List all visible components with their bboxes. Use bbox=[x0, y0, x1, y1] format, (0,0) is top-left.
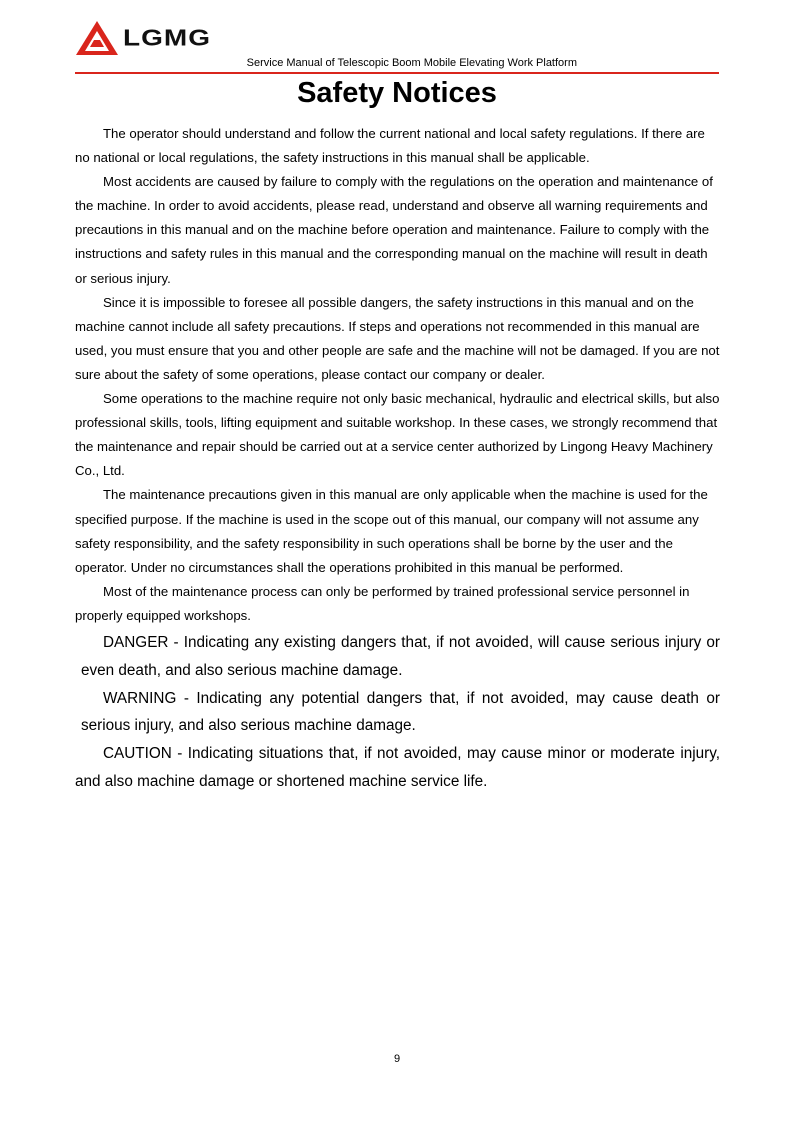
lgmg-logo-icon bbox=[75, 20, 119, 56]
paragraph: The maintenance precautions given in this manual are only applicable when the machine is used for the specified purpose. If the machine is used in the scope out of this manual, our company will not assume any safety responsibility, and the safety responsibility in such operations shall be borne by the user and the operator. Under no circumstances shall the operations prohibited in this manual be performed. bbox=[75, 487, 708, 575]
header-subtitle: Service Manual of Telescopic Boom Mobile Elevating Work Platform bbox=[246, 57, 577, 69]
paragraph: Most of the maintenance process can only be performed by trained professional service personnel in properly equipped workshops. bbox=[75, 583, 690, 623]
danger-notice: DANGER - Indicating any existing dangers that, if not avoided, will cause serious injury or even death, and also serious machine damage. bbox=[81, 633, 720, 679]
page-number: 9 bbox=[393, 1053, 401, 1065]
logo-text: LGMG bbox=[123, 24, 211, 51]
warning-notice: WARNING - Indicating any potential dangers that, if not avoided, may cause death or serious injury, and also serious machine damage. bbox=[81, 689, 720, 735]
paragraph: Since it is impossible to foresee all possible dangers, the safety instructions in this manual and on the machine cannot include all safety precautions. If steps and operations not recommended in this manual are used, you must ensure that you and other people are safe and the machine will not be damaged. If you are not sure about the safety of some operations, please contact our company or dealer. bbox=[75, 294, 720, 382]
notice-definitions bbox=[75, 629, 720, 796]
page-title: Safety Notices bbox=[297, 77, 497, 109]
page-header bbox=[75, 18, 719, 76]
paragraph: The operator should understand and follow the current national and local safety regulations. If there are no national or local regulations, the safety instructions in this manual shall be applicable. bbox=[75, 126, 705, 166]
caution-notice: CAUTION - Indicating situations that, if not avoided, may cause minor or moderate injury, and also machine damage or shortened machine service life. bbox=[75, 745, 720, 790]
document-body bbox=[75, 122, 720, 796]
paragraph: Most accidents are caused by failure to comply with the regulations on the operation and maintenance of the machine. In order to avoid accidents, please read, understand and observe all warning requirements and precautions in this manual and on the machine before operation and maintenance. Failure to comply with the instructions and safety rules in this manual and the corresponding manual on the machine will result in death or serious injury. bbox=[75, 174, 713, 286]
paragraph: Some operations to the machine require not only basic mechanical, hydraulic and electrical skills, but also professional skills, tools, lifting equipment and suitable workshop. In these cases, we strongly recommend that the maintenance and repair should be carried out at a service center authorized by Lingong Heavy Machinery Co., Ltd. bbox=[75, 391, 720, 479]
lgmg-logo bbox=[75, 18, 225, 58]
